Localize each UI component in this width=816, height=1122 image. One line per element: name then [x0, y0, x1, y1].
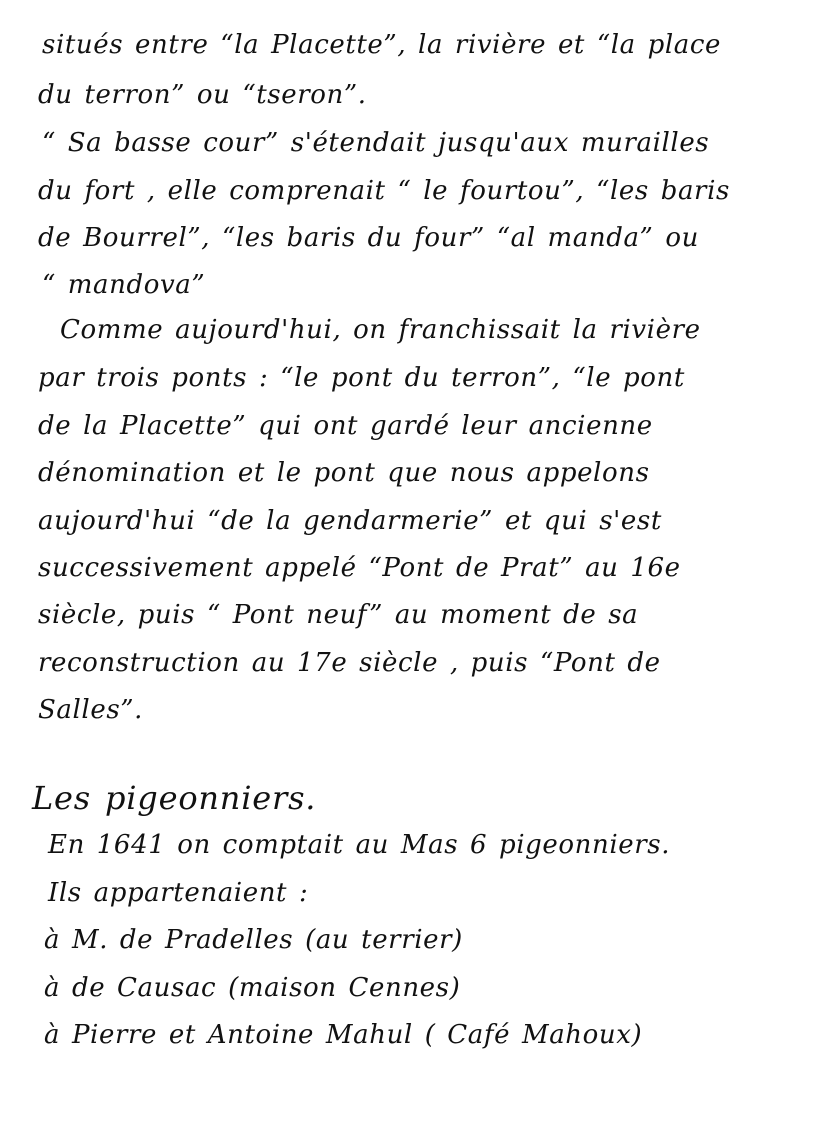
text-line: du fort , elle comprenait “ le fourtou”, “les baris [38, 176, 730, 206]
text-line: siècle, puis “ Pont neuf” au moment de sa [38, 600, 639, 630]
section-heading: Les pigeonniers. [32, 779, 317, 817]
text-line: Ils appartenaient : [48, 878, 309, 908]
text-line: Comme aujourd'hui, on franchissait la rivière [60, 315, 701, 345]
list-item: à M. de Pradelles (au terrier) [44, 925, 463, 955]
list-item: à de Causac (maison Cennes) [44, 973, 461, 1003]
text-line: Salles”. [38, 695, 144, 725]
text-line: dénomination et le pont que nous appelons [38, 458, 650, 488]
text-line: du terron” ou “tseron”. [38, 80, 367, 110]
text-line: situés entre “la Placette”, la rivière et “la place [42, 30, 722, 60]
list-item: à Pierre et Antoine Mahul ( Café Mahoux) [44, 1020, 643, 1050]
text-line: “ Sa basse cour” s'étendait jusqu'aux murailles [42, 128, 710, 158]
text-line: En 1641 on comptait au Mas 6 pigeonniers. [48, 830, 671, 860]
text-line: de la Placette” qui ont gardé leur ancienne [38, 411, 653, 441]
text-line: par trois ponts : “le pont du terron”, “le pont [38, 363, 685, 393]
text-line: de Bourrel”, “les baris du four” “al manda” ou [38, 223, 699, 253]
text-line: successivement appelé “Pont de Prat” au 16e [38, 553, 681, 583]
text-line: aujourd'hui “de la gendarmerie” et qui s'est [38, 506, 662, 536]
text-line: reconstruction au 17e siècle , puis “Pont de [38, 648, 661, 678]
text-line: “ mandova” [42, 270, 206, 300]
